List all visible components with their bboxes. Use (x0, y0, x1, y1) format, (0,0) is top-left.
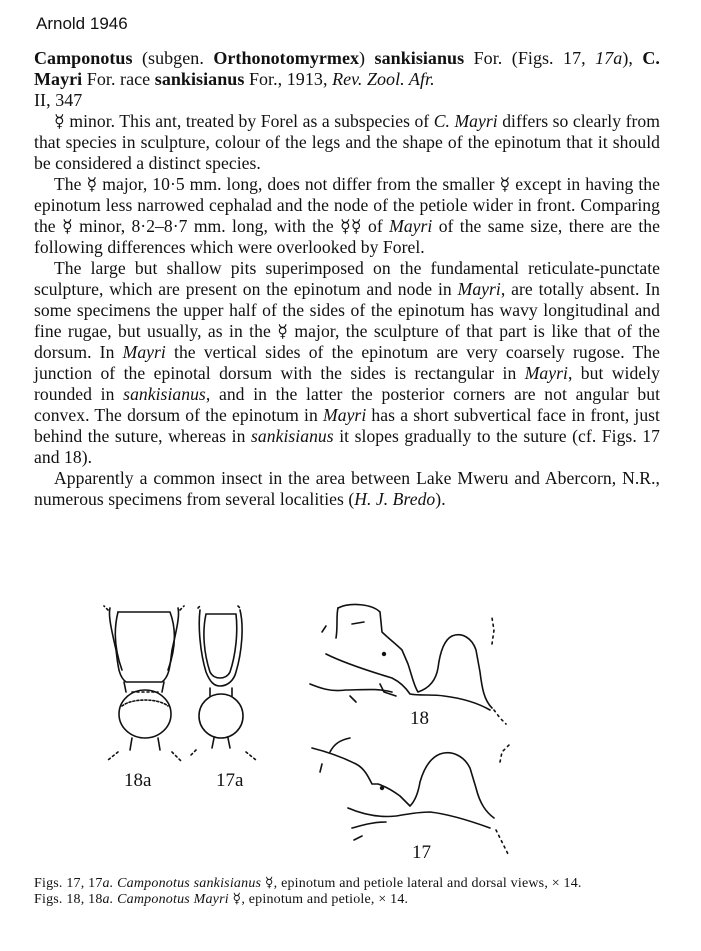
genus-name: Camponotus (34, 48, 133, 68)
species-heading (34, 48, 660, 111)
figure-caption (34, 876, 664, 908)
paragraph-text: the vertical sides of the epinotum are very coarsely rugose. The junction of the epinotal dorsum with the sides is rectangular in (34, 342, 661, 383)
heading-text: For., 1913, (244, 69, 333, 89)
heading-text: For. (Figs. 17, (464, 48, 596, 68)
paragraph-italic: Mayri (323, 405, 367, 425)
paragraph-text: , and in the latter the posterior corners are not angular but convex. The dorsum of the epinotum in (34, 384, 661, 425)
fig-label-18: 18 (410, 708, 429, 729)
caption-italic: a. (102, 892, 114, 907)
paragraph-text: ). (435, 489, 446, 509)
journal-name: Rev. Zool. Afr. (332, 69, 435, 89)
caption-text: Figs. 17, 17 (34, 876, 103, 891)
fig-label-17a: 17a (216, 770, 244, 791)
volume-page: II, 347 (34, 90, 83, 110)
paragraph-italic: sankisianus (251, 426, 334, 446)
caption-line-17 (34, 876, 664, 892)
fig-17-drawing (312, 738, 510, 854)
paragraph-text: Apparently a common insect in the area between Lake Mweru and Abercorn, N.R., numerous specimens from several localities ( (34, 468, 660, 509)
caption-species: Camponotus sankisianus (113, 876, 262, 891)
fig-label-18a: 18a (124, 770, 152, 791)
fig-17a-drawing (190, 606, 256, 760)
paragraph-text: of the same size, there are the following differences which were overlooked by Forel. (34, 216, 661, 257)
caption-italic: a. (102, 876, 114, 891)
paragraph-italic: sankisianus (123, 384, 206, 404)
heading-text: ), (622, 48, 643, 68)
header-label: Arnold 1946 (36, 14, 128, 33)
paragraph-italic: Mayri (122, 342, 166, 362)
fig-18a-drawing (104, 606, 184, 762)
paragraph-text: it slopes gradually to the suture (cf. Figs. 17 and 18). (34, 426, 660, 467)
ant-drawings (0, 592, 701, 872)
caption-species: Camponotus Mayri (113, 892, 229, 907)
article-body (34, 48, 660, 510)
paragraph-text: , but widely rounded in (34, 363, 660, 404)
paragraph-1 (34, 111, 660, 174)
species-name: sankisianus (374, 48, 465, 68)
caption-text: ☿, epinotum and petiole lateral and dorsal views, × 14. (261, 876, 582, 891)
paragraph-4 (34, 468, 660, 510)
caption-text: Figs. 18, 18 (34, 892, 103, 907)
heading-text: 17a (595, 48, 623, 68)
caption-line-18 (34, 892, 664, 908)
paragraph-italic: Mayri (457, 279, 501, 299)
paragraph-text: The ☿ major, 10·5 mm. long, does not differ from the smaller ☿ except in having the epinotum less narrowed cephalad and the node of the petiole wider in front. Comparing the ☿ minor, 8·2–8·7 mm. long, with the ☿☿ of (34, 174, 660, 236)
paragraph-text: has a short subvertical face in front, just behind the suture, whereas in (34, 405, 660, 446)
heading-text: For. race (82, 69, 155, 89)
heading-text: ) (359, 48, 375, 68)
paragraph-italic: C. Mayri (433, 111, 498, 131)
paragraph-text: differs so clearly from that species in sculpture, colour of the legs and the shape of the epinotum that it should be considered a distinct species. (34, 111, 660, 173)
synonym-name: C. Mayri (34, 48, 660, 89)
paragraph-2 (34, 174, 660, 258)
paragraph-italic: Mayri (389, 216, 433, 236)
heading-text: (subgen. (132, 48, 214, 68)
paragraph-italic: Mayri (524, 363, 568, 383)
collector-name: H. J. Bredo (354, 489, 436, 509)
paragraph-3 (34, 258, 660, 468)
paragraph-text: ☿ minor. This ant, treated by Forel as a subspecies of (54, 111, 434, 131)
paragraph-text: , are totally absent. In some specimens the upper half of the sides of the epinotum has wavy longitudinal and fine rugae, but usually, as in the ☿ major, the sculpture of that part is like that of the dorsum. In (34, 279, 660, 362)
fig-18-drawing (310, 605, 506, 724)
subgenus-name: Orthonotomyrmex (213, 48, 360, 68)
figure-plate (0, 592, 701, 872)
caption-text: ☿, epinotum and petiole, × 14. (228, 892, 409, 907)
race-name: sankisianus (154, 69, 245, 89)
fig-label-17: 17 (412, 842, 431, 863)
paragraph-text: The large but shallow pits superimposed on the fundamental reticulate-punctate sculpture, which are present on the epinotum and node in (34, 258, 660, 299)
